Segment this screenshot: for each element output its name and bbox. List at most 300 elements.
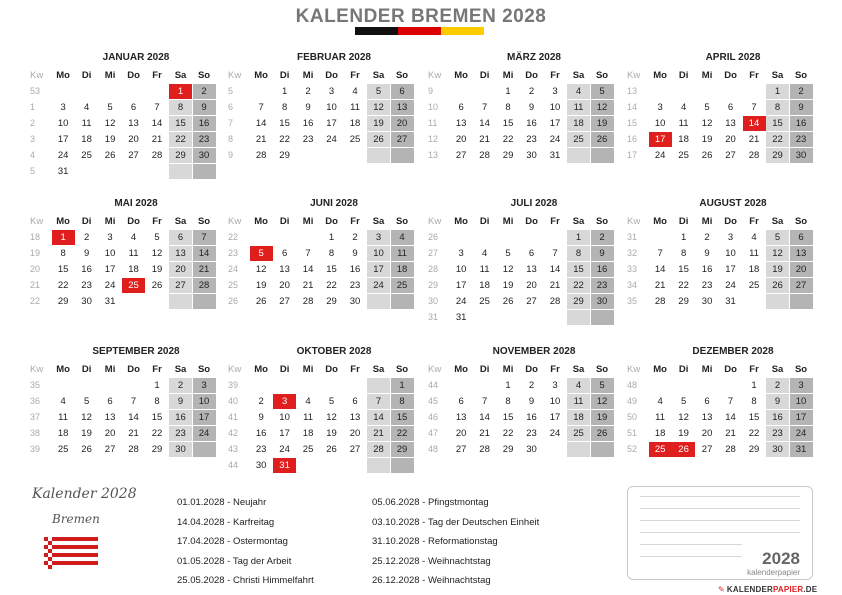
page-title: KALENDER BREMEN 2028: [295, 6, 547, 27]
day-cell: 3: [320, 84, 343, 100]
day-cell: 26: [250, 294, 273, 310]
day-cell: 14: [473, 116, 496, 132]
day-cell: 9: [344, 246, 367, 262]
brand-title: Kalender 2028: [32, 486, 137, 502]
day-cell: 12: [146, 246, 169, 262]
day-cell: 16: [169, 410, 192, 426]
weekday-header: Do: [122, 362, 145, 378]
day-cell: 25: [743, 278, 766, 294]
week-row: [428, 310, 614, 326]
weekday-header-row: [627, 68, 813, 84]
day-cell: 2: [696, 230, 719, 246]
day-cell: 12: [696, 116, 719, 132]
day-cell: 29: [391, 442, 414, 458]
day-cell: 3: [99, 230, 122, 246]
week-row: [627, 442, 813, 458]
week-number: 39: [30, 442, 48, 458]
week-number: 25: [228, 278, 246, 294]
day-cell: [297, 230, 320, 246]
day-cell: 28: [743, 148, 766, 164]
day-cell: 5: [99, 100, 122, 116]
day-cell: 2: [591, 230, 614, 246]
day-cell: 2: [193, 84, 216, 100]
day-cell: [672, 378, 695, 394]
day-cell: [497, 310, 520, 326]
week-row: [428, 116, 614, 132]
day-cell: [450, 84, 473, 100]
day-cell: 7: [122, 394, 145, 410]
day-cell: [520, 230, 543, 246]
day-cell: [52, 84, 75, 100]
weekday-header: Mo: [250, 68, 273, 84]
week-row: [228, 84, 414, 100]
day-cell: 6: [391, 84, 414, 100]
day-cell: 22: [672, 278, 695, 294]
day-cell: 5: [672, 394, 695, 410]
day-cell: 14: [297, 262, 320, 278]
weekday-header: Mi: [696, 214, 719, 230]
day-cell: 12: [75, 410, 98, 426]
day-cell: 24: [52, 148, 75, 164]
day-cell: [193, 164, 216, 180]
footer-brand-part3: .DE: [803, 585, 818, 594]
day-cell: 24: [649, 148, 672, 164]
day-cell: 26: [99, 148, 122, 164]
day-cell: 4: [649, 394, 672, 410]
day-cell: 18: [75, 132, 98, 148]
day-cell: 23: [250, 442, 273, 458]
day-cell: 29: [497, 148, 520, 164]
day-cell: 19: [766, 262, 789, 278]
week-row: [30, 148, 216, 164]
weekday-header: Mi: [696, 68, 719, 84]
day-cell: 19: [75, 426, 98, 442]
day-cell: 7: [743, 100, 766, 116]
day-cell: 20: [520, 278, 543, 294]
day-cell: [790, 294, 813, 310]
weekday-header: Mo: [649, 68, 672, 84]
day-cell: 4: [672, 100, 695, 116]
day-cell: 15: [497, 410, 520, 426]
day-cell: 9: [591, 246, 614, 262]
weekday-header: Sa: [567, 68, 590, 84]
week-row: [228, 132, 414, 148]
weekday-header: Mi: [99, 214, 122, 230]
week-row: [627, 294, 813, 310]
day-cell: [544, 442, 567, 458]
weekday-header: Fr: [344, 214, 367, 230]
month-name: MAI 2028: [114, 198, 158, 209]
day-cell: 10: [450, 262, 473, 278]
month-name: AUGUST 2028: [699, 198, 767, 209]
day-cell: 5: [696, 100, 719, 116]
day-cell: 21: [146, 132, 169, 148]
day-cell: 30: [591, 294, 614, 310]
day-cell: 15: [273, 116, 296, 132]
weekday-header-row: [428, 214, 614, 230]
month-name: MÄRZ 2028: [507, 52, 561, 63]
day-cell: 27: [273, 294, 296, 310]
weekday-header: Fr: [544, 214, 567, 230]
day-cell: 9: [790, 100, 813, 116]
day-cell: 28: [193, 278, 216, 294]
weekday-header: Mi: [497, 214, 520, 230]
day-cell: 27: [344, 442, 367, 458]
week-row: [428, 410, 614, 426]
day-cell: 10: [367, 246, 390, 262]
day-cell: 17: [544, 116, 567, 132]
day-cell: 11: [75, 116, 98, 132]
day-cell: 19: [99, 132, 122, 148]
day-cell: 27: [122, 148, 145, 164]
day-cell: [567, 148, 590, 164]
day-cell: 8: [52, 246, 75, 262]
week-number: 20: [30, 262, 48, 278]
day-cell: 14: [146, 116, 169, 132]
weekday-header: Do: [719, 214, 742, 230]
day-cell: 26: [75, 442, 98, 458]
week-number: 35: [30, 378, 48, 394]
week-number: 31: [627, 230, 645, 246]
day-cell: [122, 294, 145, 310]
day-cell: 24: [719, 278, 742, 294]
weekday-header: Mi: [99, 362, 122, 378]
day-cell: 2: [169, 378, 192, 394]
day-cell: 10: [790, 394, 813, 410]
day-cell: 10: [52, 116, 75, 132]
weekday-header: Do: [719, 68, 742, 84]
week-row: [627, 262, 813, 278]
weekday-header-row: [228, 214, 414, 230]
week-number: 9: [428, 84, 446, 100]
day-cell: 9: [696, 246, 719, 262]
day-cell: 9: [297, 100, 320, 116]
week-number: 50: [627, 410, 645, 426]
day-cell: 11: [473, 262, 496, 278]
day-cell: [169, 164, 192, 180]
day-cell: 7: [473, 394, 496, 410]
day-cell: 16: [297, 116, 320, 132]
day-cell: 17: [193, 410, 216, 426]
day-cell: 1: [320, 230, 343, 246]
day-cell: 8: [320, 246, 343, 262]
week-number: 14: [627, 100, 645, 116]
week-number: 47: [428, 426, 446, 442]
weekday-header: So: [391, 362, 414, 378]
week-row: [627, 278, 813, 294]
holiday-item: 25.12.2028 - Weihnachtstag: [372, 555, 491, 567]
week-number: 46: [428, 410, 446, 426]
day-cell: 22: [169, 132, 192, 148]
day-cell: 16: [790, 116, 813, 132]
weekday-header: Fr: [344, 68, 367, 84]
day-cell: [320, 378, 343, 394]
week-row: [228, 410, 414, 426]
day-cell: [273, 230, 296, 246]
day-cell: 12: [99, 116, 122, 132]
day-cell: 4: [473, 246, 496, 262]
day-cell: 4: [567, 378, 590, 394]
week-number: 44: [228, 458, 246, 474]
day-cell: 12: [591, 394, 614, 410]
day-cell: 6: [273, 246, 296, 262]
month-0: [30, 51, 216, 180]
day-cell: 2: [520, 378, 543, 394]
day-cell: 4: [567, 84, 590, 100]
month-1: [228, 51, 414, 164]
week-number: 11: [428, 116, 446, 132]
week-row: [627, 246, 813, 262]
day-cell: 5: [320, 394, 343, 410]
week-number: 2: [30, 116, 48, 132]
day-cell: 7: [297, 246, 320, 262]
weekday-header: Sa: [567, 362, 590, 378]
day-cell: 1: [672, 230, 695, 246]
day-cell: 17: [790, 410, 813, 426]
day-cell: 18: [743, 262, 766, 278]
day-cell: 9: [766, 394, 789, 410]
day-cell: 23: [169, 426, 192, 442]
month-name: SEPTEMBER 2028: [92, 346, 180, 357]
day-cell: 8: [567, 246, 590, 262]
day-cell: [649, 230, 672, 246]
day-cell: 29: [273, 148, 296, 164]
day-cell: 7: [146, 100, 169, 116]
day-cell: 29: [743, 442, 766, 458]
day-cell: 26: [591, 132, 614, 148]
day-cell: 22: [766, 132, 789, 148]
day-cell: 14: [649, 262, 672, 278]
day-cell: 10: [193, 394, 216, 410]
day-cell: [450, 378, 473, 394]
day-cell: 9: [520, 100, 543, 116]
day-cell: 18: [567, 116, 590, 132]
week-number: 32: [627, 246, 645, 262]
weekday-header: Fr: [743, 214, 766, 230]
week-number-header: Kw: [428, 214, 446, 230]
week-row: [30, 230, 216, 246]
month-name: JUNI 2028: [310, 198, 358, 209]
week-number: 3: [30, 132, 48, 148]
week-number: 16: [627, 132, 645, 148]
day-cell: 11: [52, 410, 75, 426]
day-cell: 12: [320, 410, 343, 426]
day-cell: [591, 310, 614, 326]
holiday-day: 1: [52, 230, 75, 246]
day-cell: [122, 164, 145, 180]
day-cell: 3: [790, 378, 813, 394]
day-cell: [367, 294, 390, 310]
day-cell: [75, 378, 98, 394]
week-number-header: Kw: [228, 362, 246, 378]
day-cell: 4: [344, 84, 367, 100]
weekday-header: Do: [320, 362, 343, 378]
month-name: FEBRUAR 2028: [297, 52, 371, 63]
month-7: [627, 197, 813, 310]
day-cell: 4: [52, 394, 75, 410]
month-5: [228, 197, 414, 310]
day-cell: 16: [250, 426, 273, 442]
holiday-day: 17: [649, 132, 672, 148]
day-cell: 18: [52, 426, 75, 442]
day-cell: 6: [696, 394, 719, 410]
day-cell: 7: [367, 394, 390, 410]
month-3: [627, 51, 813, 164]
day-cell: 13: [719, 116, 742, 132]
day-cell: 9: [250, 410, 273, 426]
day-cell: 2: [250, 394, 273, 410]
day-cell: 2: [75, 230, 98, 246]
day-cell: 21: [250, 132, 273, 148]
day-cell: 30: [790, 148, 813, 164]
week-row: [428, 394, 614, 410]
day-cell: 21: [193, 262, 216, 278]
day-cell: 24: [99, 278, 122, 294]
day-cell: 25: [567, 132, 590, 148]
day-cell: 2: [344, 230, 367, 246]
day-cell: 28: [719, 442, 742, 458]
day-cell: [344, 458, 367, 474]
day-cell: 20: [450, 132, 473, 148]
day-cell: 11: [567, 100, 590, 116]
day-cell: 15: [169, 116, 192, 132]
week-number-header: Kw: [30, 68, 48, 84]
day-cell: 11: [649, 410, 672, 426]
day-cell: 6: [719, 100, 742, 116]
weekday-header: Di: [75, 214, 98, 230]
day-cell: 15: [320, 262, 343, 278]
month-name: OKTOBER 2028: [296, 346, 372, 357]
day-cell: 8: [672, 246, 695, 262]
week-number: 45: [428, 394, 446, 410]
day-cell: [497, 230, 520, 246]
day-cell: 20: [273, 278, 296, 294]
weekday-header: So: [790, 214, 813, 230]
week-row: [30, 378, 216, 394]
day-cell: 29: [52, 294, 75, 310]
day-cell: 28: [473, 442, 496, 458]
day-cell: 31: [719, 294, 742, 310]
day-cell: 22: [320, 278, 343, 294]
day-cell: 17: [52, 132, 75, 148]
day-cell: 24: [544, 426, 567, 442]
weekday-header: Mi: [696, 362, 719, 378]
holiday-item: 17.04.2028 - Ostermontag: [177, 536, 288, 547]
weekday-header: Mo: [52, 214, 75, 230]
day-cell: 2: [790, 84, 813, 100]
weekday-header: Fr: [743, 362, 766, 378]
day-cell: [250, 230, 273, 246]
week-number: 10: [428, 100, 446, 116]
day-cell: 29: [567, 294, 590, 310]
day-cell: 12: [250, 262, 273, 278]
week-number: 6: [228, 100, 246, 116]
day-cell: 14: [250, 116, 273, 132]
day-cell: 10: [719, 246, 742, 262]
month-8: [30, 345, 216, 458]
day-cell: 14: [122, 410, 145, 426]
week-row: [30, 116, 216, 132]
week-row: [428, 442, 614, 458]
day-cell: 31: [99, 294, 122, 310]
day-cell: 15: [672, 262, 695, 278]
day-cell: 27: [391, 132, 414, 148]
day-cell: 29: [146, 442, 169, 458]
day-cell: 16: [75, 262, 98, 278]
holiday-day: 3: [273, 394, 296, 410]
day-cell: 6: [790, 230, 813, 246]
day-cell: 23: [790, 132, 813, 148]
day-cell: [297, 378, 320, 394]
day-cell: 5: [766, 230, 789, 246]
day-cell: 5: [367, 84, 390, 100]
week-number: 29: [428, 278, 446, 294]
day-cell: 29: [672, 294, 695, 310]
week-row: [428, 100, 614, 116]
weekday-header: Mi: [297, 68, 320, 84]
day-cell: 17: [719, 262, 742, 278]
day-cell: 29: [766, 148, 789, 164]
weekday-header: Di: [75, 362, 98, 378]
day-cell: 15: [497, 116, 520, 132]
note-line: [640, 520, 800, 521]
week-number: 40: [228, 394, 246, 410]
week-number: 5: [228, 84, 246, 100]
day-cell: 30: [193, 148, 216, 164]
day-cell: 13: [99, 410, 122, 426]
day-cell: 26: [766, 278, 789, 294]
day-cell: [473, 230, 496, 246]
day-cell: 20: [391, 116, 414, 132]
day-cell: 2: [297, 84, 320, 100]
day-cell: 1: [497, 378, 520, 394]
week-row: [627, 378, 813, 394]
note-line: [640, 556, 742, 557]
week-number: 22: [30, 294, 48, 310]
weekday-header: So: [193, 362, 216, 378]
day-cell: 27: [450, 148, 473, 164]
day-cell: [146, 294, 169, 310]
day-cell: 19: [146, 262, 169, 278]
weekday-header: Fr: [544, 362, 567, 378]
note-line: [640, 532, 800, 533]
day-cell: 20: [696, 426, 719, 442]
note-line: [640, 508, 800, 509]
day-cell: 17: [450, 278, 473, 294]
month-4: [30, 197, 216, 310]
day-cell: 24: [450, 294, 473, 310]
weekday-header: Sa: [367, 214, 390, 230]
weekday-header: So: [591, 214, 614, 230]
day-cell: [250, 84, 273, 100]
day-cell: 10: [273, 410, 296, 426]
day-cell: 9: [520, 394, 543, 410]
day-cell: 22: [743, 426, 766, 442]
week-row: [627, 84, 813, 100]
weekday-header: Sa: [367, 68, 390, 84]
day-cell: [473, 310, 496, 326]
day-cell: 10: [544, 100, 567, 116]
day-cell: 25: [672, 148, 695, 164]
week-row: [627, 230, 813, 246]
day-cell: 4: [75, 100, 98, 116]
day-cell: 28: [146, 148, 169, 164]
holiday-day: 31: [273, 458, 296, 474]
day-cell: 21: [122, 426, 145, 442]
holiday-item: 03.10.2028 - Tag der Deutschen Einheit: [372, 516, 540, 528]
day-cell: 20: [719, 132, 742, 148]
month-9: [228, 345, 414, 474]
